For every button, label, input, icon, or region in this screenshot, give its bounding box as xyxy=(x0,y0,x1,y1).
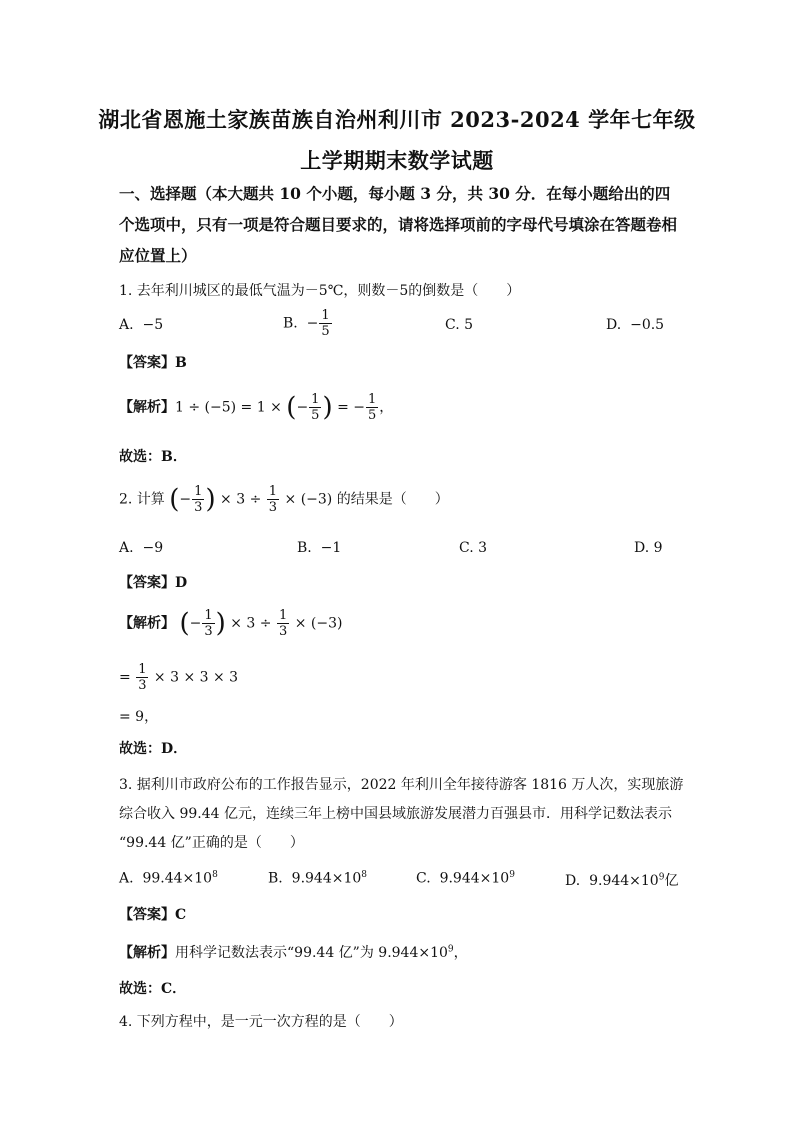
q3-option-a: A. $99.44\times 10^8$ xyxy=(119,870,218,887)
q2-stem: 2. 计算 (− $\frac{1}{3}$ ) × 3 ÷ $\frac{1}{3}$ × (−3) 的结果是（ ） xyxy=(119,484,449,515)
q2-option-a: A. −9 xyxy=(119,540,164,556)
q2-analysis-step3: = 9， xyxy=(119,709,159,725)
q3-stem-line1: 3. 据利川市政府公布的工作报告显示，2022 年利川全年接待游客 1816 万人次，实现旅游 xyxy=(119,777,684,793)
q4-stem: 4. 下列方程中，是一元一次方程的是（ ） xyxy=(119,1014,403,1030)
q3-option-d: D. $9.944\times 10^9$亿 xyxy=(565,872,679,889)
q1-stem: 1. 去年利川城区的最低气温为－5℃，则数－5的倒数是（ ） xyxy=(119,283,521,299)
q3-stem-line3: “99.44 亿”正确的是（ ） xyxy=(119,835,304,851)
fraction: $\frac{1}{5}$ xyxy=(321,308,330,339)
fraction: $\frac{1}{3}$ xyxy=(278,608,288,639)
q1-conclusion: 故选：B． xyxy=(119,449,187,465)
q3-analysis: 【解析】用科学记数法表示“99.44 亿”为 $9.944\times 10^9$， xyxy=(119,944,468,961)
q1-answer: 【答案】B xyxy=(119,355,187,371)
q2-analysis-step1: 【解析】 (− $\frac{1}{3}$ ) × 3 ÷ $\frac{1}{3}$ × (−3) xyxy=(119,608,343,639)
q1-option-b: B. − $\frac{1}{5}$ xyxy=(283,308,330,339)
q3-conclusion: 故选：C． xyxy=(119,981,187,997)
section-heading: 一、选择题（本大题共 10 个小题，每小题 3 分，共 30 分．在每小题给出的四个选项中，只有一项是符合题目要求的，请将选择项前的字母代号填涂在答题卷相应位置上） xyxy=(119,184,678,265)
q2-option-d: D. 9 xyxy=(634,540,663,556)
fraction: $\frac{1}{5}$ xyxy=(367,392,377,423)
fraction: $\frac{1}{3}$ xyxy=(268,484,278,515)
q1-analysis: 【解析】1 ÷ (−5) = 1 × (− $\frac{1}{5}$ ) = − $\frac{1}{5}$ ， xyxy=(119,392,394,423)
fraction: $\frac{1}{5}$ xyxy=(311,392,320,423)
document-title-line2: 上学期期末数学试题 xyxy=(300,148,494,173)
q2-conclusion: 故选：D． xyxy=(119,741,188,757)
fraction: $\frac{1}{3}$ xyxy=(204,608,213,639)
q2-analysis-step2: = $\frac{1}{3}$ × 3 × 3 × 3 xyxy=(119,662,239,693)
q3-answer: 【答案】C xyxy=(119,907,187,923)
fraction: $\frac{1}{3}$ xyxy=(194,484,203,515)
q2-option-c: C. 3 xyxy=(459,540,488,556)
document-title-line1: 湖北省恩施土家族苗族自治州利川市 2023-2024 学年七年级 xyxy=(98,107,696,132)
q3-stem-line2: 综合收入 99.44 亿元，连续三年上榜中国县域旅游发展潜力百强县市．用科学记数法表示 xyxy=(119,806,672,822)
fraction: $\frac{1}{3}$ xyxy=(138,662,147,693)
q1-option-d: D. −0.5 xyxy=(606,317,665,333)
q2-answer: 【答案】D xyxy=(119,575,188,591)
q2-option-b: B. −1 xyxy=(297,540,342,556)
q1-option-a: A. −5 xyxy=(119,317,164,333)
q3-option-c: C. $9.944\times 10^9$ xyxy=(416,870,515,887)
q1-option-c: C. 5 xyxy=(445,317,474,333)
q3-option-b: B. $9.944\times 10^8$ xyxy=(268,870,368,887)
